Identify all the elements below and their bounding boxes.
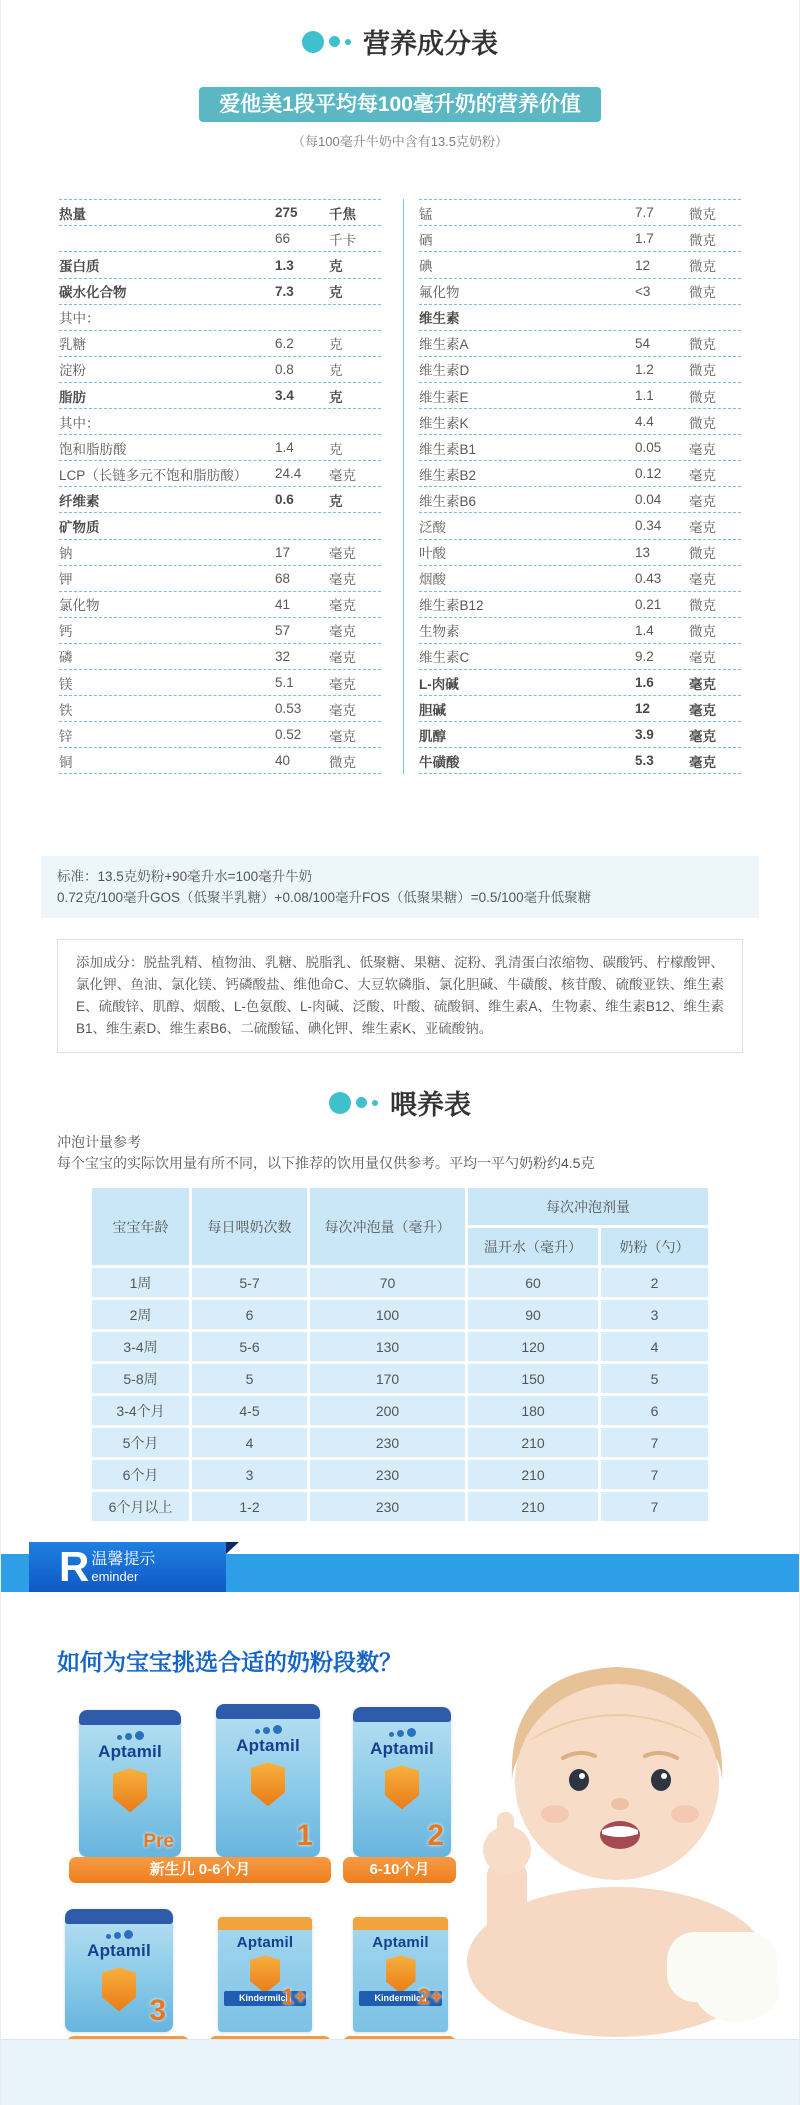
product-can-3 bbox=[65, 1909, 173, 2032]
feeding-section bbox=[1, 1083, 799, 1524]
nutrient-value: 1.4 bbox=[275, 440, 294, 456]
feeding-row bbox=[92, 1460, 708, 1489]
nutrition-row bbox=[59, 200, 381, 226]
nutrient-unit: 毫克 bbox=[329, 702, 356, 718]
feeding-table bbox=[89, 1185, 711, 1524]
nutrient-unit: 毫克 bbox=[329, 728, 356, 744]
nutrient-value: 12 bbox=[635, 701, 651, 717]
feeding-row bbox=[92, 1268, 708, 1297]
teal-dots-icon bbox=[302, 31, 351, 53]
nutrition-row bbox=[419, 513, 741, 539]
shield-icon bbox=[251, 1762, 285, 1806]
nutrition-row bbox=[59, 357, 381, 383]
nutrient-name: 锌 bbox=[59, 728, 73, 744]
nutrient-name: 其中： bbox=[59, 415, 100, 431]
nutrient-name: 锰 bbox=[419, 206, 433, 222]
feeding-cell: 170 bbox=[310, 1364, 465, 1393]
nutrient-value: 0.21 bbox=[635, 596, 662, 612]
nutrient-unit: 千卡 bbox=[329, 232, 356, 248]
nutrient-name: 碳水化合物 bbox=[59, 285, 127, 301]
nutrient-unit: 克 bbox=[329, 441, 343, 457]
col-header-scoops: 奶粉（勺） bbox=[601, 1228, 708, 1265]
product-can-pre bbox=[79, 1710, 181, 1857]
box-top-band bbox=[218, 1917, 312, 1930]
feeding-cell: 60 bbox=[468, 1268, 598, 1297]
nutrient-name: 纤维素 bbox=[59, 493, 100, 509]
feeding-cell: 3-4周 bbox=[92, 1332, 189, 1361]
feeding-row bbox=[92, 1332, 708, 1361]
nutrient-unit: 克 bbox=[329, 389, 343, 405]
feeding-cell: 5-6 bbox=[192, 1332, 307, 1361]
reminder-ribbon bbox=[1, 1542, 799, 1592]
nutrition-table bbox=[59, 199, 741, 774]
feeding-cell: 70 bbox=[310, 1268, 465, 1297]
nutrient-unit: 毫克 bbox=[329, 546, 356, 562]
nutrient-name: 维生素K bbox=[419, 415, 469, 431]
feeding-row bbox=[92, 1492, 708, 1521]
feeding-cell: 120 bbox=[468, 1332, 598, 1361]
nutrient-unit: 克 bbox=[329, 363, 343, 379]
feeding-cell: 7 bbox=[601, 1460, 708, 1489]
nutrient-value: 24.4 bbox=[275, 466, 302, 482]
nutrient-name: 维生素 bbox=[419, 311, 460, 327]
col-header-age: 宝宝年龄 bbox=[92, 1188, 189, 1265]
brand-label: Aptamil bbox=[236, 1934, 294, 1952]
nutrient-value: 5.1 bbox=[275, 675, 294, 691]
feeding-cell: 230 bbox=[310, 1492, 465, 1521]
nutrition-row bbox=[59, 435, 381, 461]
feeding-cell: 180 bbox=[468, 1396, 598, 1425]
nutrient-unit: 微克 bbox=[689, 285, 716, 301]
brand-label: Aptamil bbox=[98, 1742, 162, 1762]
nutrition-row bbox=[419, 383, 741, 409]
nutrition-row bbox=[419, 566, 741, 592]
stage-selection-section bbox=[1, 1592, 799, 2064]
nutrient-unit: 毫克 bbox=[329, 572, 356, 588]
reminder-initial: R bbox=[59, 1543, 90, 1591]
nutrient-value: 7.7 bbox=[635, 205, 654, 221]
nutrition-row bbox=[419, 461, 741, 487]
col-header-volume: 每次冲泡量（毫升） bbox=[310, 1188, 465, 1265]
brand-label: Aptamil bbox=[370, 1739, 434, 1759]
nutrient-unit: 微克 bbox=[329, 754, 356, 770]
nutrient-value: 54 bbox=[635, 335, 651, 351]
nutrition-row bbox=[419, 748, 741, 774]
nutrient-unit: 毫克 bbox=[689, 702, 716, 718]
feeding-cell: 90 bbox=[468, 1300, 598, 1329]
nutrient-value: 0.12 bbox=[635, 466, 662, 482]
feeding-cell: 1-2 bbox=[192, 1492, 307, 1521]
stage-range-label: 6-10个月 bbox=[343, 1857, 456, 1883]
nutrient-value: 1.4 bbox=[635, 622, 654, 638]
nutrition-row bbox=[419, 305, 741, 331]
nutrient-value: 68 bbox=[275, 570, 291, 586]
nutrition-row bbox=[419, 696, 741, 722]
col-header-dose-group: 每次冲泡剂量 bbox=[468, 1188, 708, 1225]
reminder-tab bbox=[29, 1542, 226, 1592]
nutrient-name: 胆碱 bbox=[419, 702, 446, 718]
brand-label: Aptamil bbox=[372, 1934, 429, 1952]
nutrient-value: 40 bbox=[275, 753, 291, 769]
stage-label: 3 bbox=[149, 1994, 166, 2028]
standard-note bbox=[41, 856, 759, 918]
stage-label: 1 bbox=[296, 1819, 313, 1853]
feeding-cell: 4-5 bbox=[192, 1396, 307, 1425]
nutrition-row bbox=[419, 331, 741, 357]
nutrient-unit: 毫克 bbox=[689, 754, 716, 770]
feeding-cell: 6 bbox=[192, 1300, 307, 1329]
nutrient-name: 维生素B6 bbox=[419, 493, 477, 509]
nutrient-value: 7.3 bbox=[275, 283, 294, 299]
brand-label: Aptamil bbox=[87, 1941, 151, 1961]
stage-label: 1+ bbox=[281, 1984, 307, 2010]
reminder-title-cn: 温馨提示 bbox=[91, 1550, 156, 1568]
nutrition-row bbox=[59, 748, 381, 774]
feeding-cell: 4 bbox=[192, 1428, 307, 1457]
column-divider bbox=[403, 199, 404, 774]
feeding-row bbox=[92, 1396, 708, 1425]
baby-photo bbox=[417, 1632, 797, 2052]
nutrient-value: 0.53 bbox=[275, 701, 302, 717]
shield-icon bbox=[113, 1768, 147, 1812]
nutrient-value: <3 bbox=[635, 283, 651, 299]
nutrient-name: 其中： bbox=[59, 311, 100, 327]
feeding-cell: 5 bbox=[601, 1364, 708, 1393]
nutrition-row bbox=[419, 670, 741, 696]
nutrient-value: 1.1 bbox=[635, 388, 654, 403]
nutrition-row bbox=[419, 226, 741, 252]
nutrient-unit: 毫克 bbox=[329, 598, 356, 614]
feeding-cell: 150 bbox=[468, 1364, 598, 1393]
nutrient-value: 0.8 bbox=[275, 361, 294, 377]
stage-label: 2+ bbox=[417, 1984, 443, 2010]
nutrient-name: 肌醇 bbox=[419, 728, 446, 744]
nutrient-unit: 毫克 bbox=[329, 650, 356, 666]
nutrient-value: 41 bbox=[275, 596, 291, 612]
nutrient-name: 维生素B1 bbox=[419, 441, 477, 457]
nutrition-row bbox=[419, 200, 741, 226]
feeding-cell: 4 bbox=[601, 1332, 708, 1361]
nutrition-row bbox=[59, 279, 381, 305]
shield-icon bbox=[250, 1955, 280, 1993]
product-can-2 bbox=[353, 1707, 451, 1857]
nutrient-name: 生物素 bbox=[419, 624, 460, 640]
nutrient-name: 钠 bbox=[59, 546, 73, 562]
nutrition-row bbox=[59, 383, 381, 409]
nutrient-name: LCP（长链多元不饱和脂肪酸） bbox=[59, 467, 248, 483]
feeding-cell: 200 bbox=[310, 1396, 465, 1425]
nutrient-name: 维生素E bbox=[419, 389, 469, 405]
nutrition-row bbox=[59, 696, 381, 722]
shield-icon bbox=[385, 1765, 419, 1809]
feeding-cell: 210 bbox=[468, 1492, 598, 1521]
nutrient-unit: 微克 bbox=[689, 389, 716, 405]
nutrient-unit: 微克 bbox=[689, 363, 716, 379]
nutrient-name: 脂肪 bbox=[59, 389, 86, 405]
kindermilch-band: Kindermilch bbox=[224, 1991, 306, 2006]
brand-dots-icon bbox=[65, 1930, 173, 1939]
stage-label: 2 bbox=[427, 1819, 444, 1853]
nutrient-value: 4.4 bbox=[635, 414, 654, 430]
shield-icon bbox=[386, 1955, 416, 1993]
nutrition-row bbox=[419, 252, 741, 278]
nutrient-name: 热量 bbox=[59, 206, 86, 222]
nutrition-row bbox=[419, 592, 741, 618]
standard-note-line2: 0.72克/100毫升GOS（低聚半乳糖）+0.08/100毫升FOS（低聚果糖）=0.5/100毫升低聚糖 bbox=[57, 890, 592, 906]
nutrition-subtitle: （每100毫升牛奶中含有13.5克奶粉） bbox=[292, 134, 508, 150]
nutrient-value: 3.4 bbox=[275, 388, 294, 403]
nutrient-unit: 微克 bbox=[689, 206, 716, 222]
box-top-band bbox=[353, 1917, 448, 1930]
product-can-1 bbox=[216, 1704, 320, 1857]
feeding-cell: 6个月 bbox=[92, 1460, 189, 1489]
nutrient-name: 维生素A bbox=[419, 337, 469, 353]
nutrition-row bbox=[59, 540, 381, 566]
nutrition-section-title bbox=[1, 22, 799, 61]
feeding-cell: 7 bbox=[601, 1492, 708, 1521]
nutrient-name: 铁 bbox=[59, 702, 73, 718]
nutrient-name: 叶酸 bbox=[419, 546, 446, 562]
nutrient-unit: 毫克 bbox=[689, 441, 716, 457]
nutrient-value: 1.6 bbox=[635, 675, 654, 691]
feeding-cell: 7 bbox=[601, 1428, 708, 1457]
nutrient-unit: 毫克 bbox=[689, 519, 716, 535]
nutrition-row bbox=[419, 722, 741, 748]
nutrient-value: 13 bbox=[635, 544, 651, 560]
can-lid bbox=[216, 1704, 320, 1719]
nutrient-unit: 毫克 bbox=[689, 676, 716, 692]
nutrient-name: 维生素B2 bbox=[419, 467, 477, 483]
nutrient-value: 9.2 bbox=[635, 648, 654, 664]
nutrition-row bbox=[59, 618, 381, 644]
feeding-row bbox=[92, 1364, 708, 1393]
reminder-title-en: eminder bbox=[91, 1568, 139, 1584]
nutrient-unit: 毫克 bbox=[689, 572, 716, 588]
feeding-cell: 3 bbox=[601, 1300, 708, 1329]
nutrient-unit: 毫克 bbox=[329, 467, 356, 483]
nutrient-value: 0.52 bbox=[275, 727, 302, 743]
nutrient-unit: 微克 bbox=[689, 546, 716, 562]
section-title-text: 喂养表 bbox=[390, 1090, 471, 1121]
ingredients-box: 添加成分：脱盐乳精、植物油、乳糖、脱脂乳、低聚糖、果糖、淀粉、乳清蛋白浓缩物、碳酸钙、柠檬酸钾、氯化钾、鱼油、氯化镁、钙磷酸盐、维他命C、大豆软磷脂、氯化胆碱、牛磺酸、核苷酸、硫酸亚铁、维生素E、硫酸锌、肌醇、烟酸、L-色氨酸、L-肉碱、泛酸、叶酸、硫酸铜、维生素A、生物素、维生素B12、维生素B1、维生素D、维生素B6、二硫酸锰、碘化钾、维生素K、亚硫酸钠。 bbox=[57, 939, 743, 1053]
nutrient-unit: 毫克 bbox=[689, 493, 716, 509]
feeding-cell: 230 bbox=[310, 1428, 465, 1457]
nutrition-row bbox=[59, 305, 381, 331]
nutrient-name: L-肉碱 bbox=[419, 676, 459, 692]
nutrition-row bbox=[59, 252, 381, 278]
nutrient-value: 57 bbox=[275, 622, 291, 638]
feeding-cell: 210 bbox=[468, 1428, 598, 1457]
nutrition-section bbox=[1, 0, 799, 1053]
nutrient-unit: 毫克 bbox=[689, 728, 716, 744]
nutrient-value: 0.34 bbox=[635, 518, 662, 534]
product-box-2plus bbox=[353, 1917, 448, 2032]
nutrient-unit: 微克 bbox=[689, 598, 716, 614]
col-header-times: 每日喂奶次数 bbox=[192, 1188, 307, 1265]
nutrition-row bbox=[419, 540, 741, 566]
feeding-cell: 130 bbox=[310, 1332, 465, 1361]
nutrition-row bbox=[419, 435, 741, 461]
nutrient-unit: 毫克 bbox=[329, 676, 356, 692]
can-lid bbox=[65, 1909, 173, 1924]
nutrient-unit: 微克 bbox=[689, 259, 716, 275]
nutrition-row bbox=[59, 670, 381, 696]
nutrient-unit: 千焦 bbox=[329, 206, 356, 222]
brand-dots-icon bbox=[216, 1725, 320, 1734]
nutrient-name: 镁 bbox=[59, 676, 73, 692]
nutrient-value: 275 bbox=[275, 205, 298, 221]
nutrition-row bbox=[419, 487, 741, 513]
feeding-cell: 3-4个月 bbox=[92, 1396, 189, 1425]
feeding-cell: 230 bbox=[310, 1460, 465, 1489]
nutrient-name: 维生素B12 bbox=[419, 598, 484, 614]
nutrition-column-right bbox=[419, 199, 741, 774]
nutrient-unit: 微克 bbox=[689, 337, 716, 353]
feeding-section-title bbox=[1, 1083, 799, 1122]
feeding-cell: 210 bbox=[468, 1460, 598, 1489]
nutrient-value: 0.04 bbox=[635, 492, 662, 508]
nutrition-row bbox=[59, 226, 381, 252]
nutrient-value: 12 bbox=[635, 257, 651, 273]
feeding-cell: 100 bbox=[310, 1300, 465, 1329]
stage-label: Pre bbox=[143, 1831, 174, 1853]
nutrient-name: 维生素C bbox=[419, 650, 470, 666]
nutrient-value: 0.43 bbox=[635, 570, 662, 586]
nutrient-name: 氯化物 bbox=[59, 598, 100, 614]
nutrient-unit: 克 bbox=[329, 259, 343, 275]
brand-label: Aptamil bbox=[236, 1736, 300, 1756]
feeding-cell: 5个月 bbox=[92, 1428, 189, 1457]
feeding-cell: 3 bbox=[192, 1460, 307, 1489]
nutrient-name: 牛磺酸 bbox=[419, 754, 460, 770]
col-header-water: 温开水（毫升） bbox=[468, 1228, 598, 1265]
nutrition-row bbox=[419, 644, 741, 670]
nutrient-unit: 微克 bbox=[689, 415, 716, 431]
bottom-band bbox=[1, 2039, 799, 2105]
feeding-cell: 5-7 bbox=[192, 1268, 307, 1297]
kindermilch-band: Kindermilch bbox=[359, 1991, 442, 2006]
brand-dots-icon bbox=[353, 1728, 451, 1737]
nutrition-row bbox=[59, 487, 381, 513]
feeding-cell: 5 bbox=[192, 1364, 307, 1393]
nutrient-name: 烟酸 bbox=[419, 572, 446, 588]
nutrient-name: 乳糖 bbox=[59, 337, 86, 353]
nutrition-row bbox=[419, 279, 741, 305]
nutrition-row bbox=[419, 409, 741, 435]
stage-range-label: 新生儿 0-6个月 bbox=[69, 1857, 331, 1883]
feeding-intro-line2: 每个宝宝的实际饮用量有所不同，以下推荐的饮用量仅供参考。平均一平勺奶粉约4.5克 bbox=[57, 1155, 595, 1172]
nutrient-value: 32 bbox=[275, 648, 291, 664]
nutrient-name: 饱和脂肪酸 bbox=[59, 441, 127, 457]
nutrient-value: 66 bbox=[275, 231, 291, 247]
nutrition-row bbox=[59, 644, 381, 670]
nutrient-unit: 微克 bbox=[689, 232, 716, 248]
nutrition-row bbox=[59, 409, 381, 435]
product-box-1plus bbox=[218, 1917, 312, 2032]
feeding-cell: 6个月以上 bbox=[92, 1492, 189, 1521]
nutrient-value: 0.05 bbox=[635, 440, 662, 456]
nutrient-value: 1.2 bbox=[635, 361, 654, 377]
nutrient-name: 铜 bbox=[59, 754, 73, 770]
nutrition-row bbox=[419, 357, 741, 383]
feeding-intro-line1: 冲泡计量参考 bbox=[57, 1134, 141, 1151]
nutrient-value: 3.9 bbox=[635, 727, 654, 743]
nutrient-unit: 毫克 bbox=[689, 467, 716, 483]
nutrition-row bbox=[59, 461, 381, 487]
nutrient-value: 6.2 bbox=[275, 335, 294, 351]
can-lid bbox=[79, 1710, 181, 1725]
feeding-cell: 6 bbox=[601, 1396, 708, 1425]
nutrient-name: 钾 bbox=[59, 572, 73, 588]
nutrient-name: 硒 bbox=[419, 232, 433, 248]
nutrient-unit: 克 bbox=[329, 285, 343, 301]
nutrient-unit: 微克 bbox=[689, 624, 716, 640]
teal-dots-icon bbox=[329, 1092, 378, 1114]
nutrient-value: 5.3 bbox=[635, 753, 654, 769]
reminder-text bbox=[91, 1551, 155, 1584]
nutrition-row bbox=[59, 513, 381, 539]
section-title-text: 营养成分表 bbox=[363, 29, 498, 59]
nutrient-name: 蛋白质 bbox=[59, 259, 100, 275]
nutrient-value: 0.6 bbox=[275, 492, 294, 508]
nutrient-name: 钙 bbox=[59, 624, 73, 640]
standard-note-line1: 标准：13.5克奶粉+90毫升水=100毫升牛奶 bbox=[57, 869, 313, 885]
nutrition-row bbox=[59, 592, 381, 618]
nutrient-value: 1.3 bbox=[275, 257, 294, 273]
nutrition-banner: 爱他美1段平均每100毫升奶的营养价值 bbox=[199, 87, 601, 122]
feeding-cell: 1周 bbox=[92, 1268, 189, 1297]
nutrition-row bbox=[59, 722, 381, 748]
nutrient-name: 碘 bbox=[419, 259, 433, 275]
nutrient-name: 淀粉 bbox=[59, 363, 86, 379]
nutrient-name: 矿物质 bbox=[59, 519, 100, 535]
nutrient-unit: 克 bbox=[329, 493, 343, 509]
feeding-cell: 2周 bbox=[92, 1300, 189, 1329]
nutrition-row bbox=[59, 566, 381, 592]
nutrient-name: 氟化物 bbox=[419, 285, 460, 301]
nutrient-name: 磷 bbox=[59, 650, 73, 666]
nutrition-column-left bbox=[59, 199, 381, 774]
nutrient-unit: 毫克 bbox=[329, 624, 356, 640]
nutrient-unit: 毫克 bbox=[689, 650, 716, 666]
can-lid bbox=[353, 1707, 451, 1722]
nutrient-name: 泛酸 bbox=[419, 519, 446, 535]
nutrient-unit: 克 bbox=[329, 337, 343, 353]
nutrition-row bbox=[419, 618, 741, 644]
brand-dots-icon bbox=[79, 1731, 181, 1740]
feeding-row bbox=[92, 1428, 708, 1457]
stage-heading: 如何为宝宝挑选合适的奶粉段数？ bbox=[57, 1649, 402, 1676]
nutrition-row bbox=[59, 331, 381, 357]
feeding-row bbox=[92, 1300, 708, 1329]
feeding-intro bbox=[57, 1132, 743, 1174]
nutrient-value: 1.7 bbox=[635, 231, 654, 247]
shield-icon bbox=[102, 1967, 136, 2011]
nutrient-value: 17 bbox=[275, 544, 291, 560]
nutrient-name: 维生素D bbox=[419, 363, 470, 379]
feeding-cell: 5-8周 bbox=[92, 1364, 189, 1393]
feeding-cell: 2 bbox=[601, 1268, 708, 1297]
